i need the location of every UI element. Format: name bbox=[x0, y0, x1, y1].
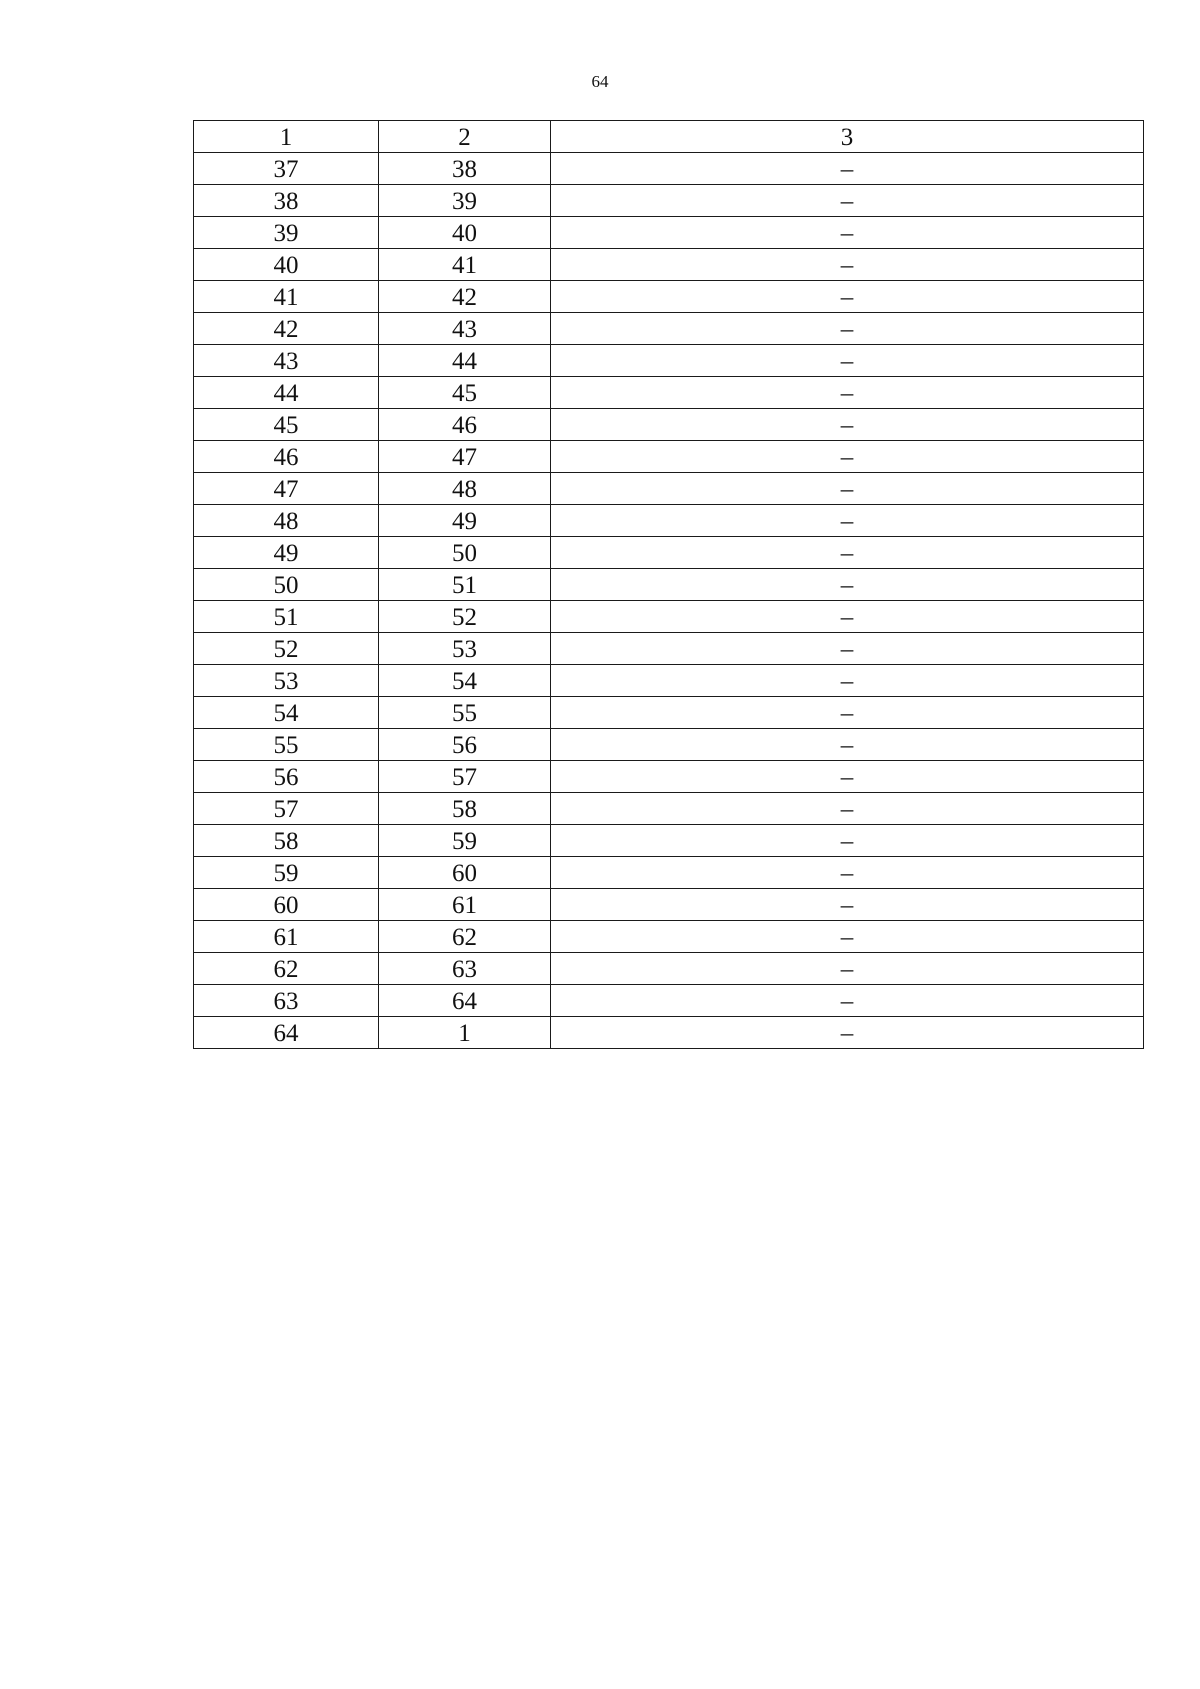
table-row bbox=[194, 537, 1144, 569]
table-cell-col-1: 61 bbox=[194, 921, 379, 953]
table-cell-col-2: 43 bbox=[379, 313, 551, 345]
table-cell-col-1: 38 bbox=[194, 185, 379, 217]
table-cell-col-1: 56 bbox=[194, 761, 379, 793]
table-cell-col-2: 54 bbox=[379, 665, 551, 697]
column-header-1: 1 bbox=[194, 121, 379, 153]
table-cell-col-3: – bbox=[551, 761, 1144, 793]
table-row bbox=[194, 665, 1144, 697]
table-row bbox=[194, 633, 1144, 665]
table-cell-col-2: 53 bbox=[379, 633, 551, 665]
table-cell-col-2: 52 bbox=[379, 601, 551, 633]
table-cell-col-3: – bbox=[551, 857, 1144, 889]
table-cell-col-3: – bbox=[551, 985, 1144, 1017]
table-body bbox=[194, 153, 1144, 1049]
table-cell-col-2: 48 bbox=[379, 473, 551, 505]
table-cell-col-1: 45 bbox=[194, 409, 379, 441]
table-cell-col-1: 54 bbox=[194, 697, 379, 729]
table-cell-col-3: – bbox=[551, 473, 1144, 505]
table-cell-col-2: 59 bbox=[379, 825, 551, 857]
table-cell-col-3: – bbox=[551, 921, 1144, 953]
table-cell-col-3: – bbox=[551, 313, 1144, 345]
table-cell-col-1: 44 bbox=[194, 377, 379, 409]
table-cell-col-2: 40 bbox=[379, 217, 551, 249]
table-cell-col-1: 40 bbox=[194, 249, 379, 281]
table-cell-col-1: 47 bbox=[194, 473, 379, 505]
table-cell-col-1: 57 bbox=[194, 793, 379, 825]
table-cell-col-2: 1 bbox=[379, 1017, 551, 1049]
table-row bbox=[194, 601, 1144, 633]
table-row bbox=[194, 729, 1144, 761]
table-row bbox=[194, 185, 1144, 217]
table-cell-col-3: – bbox=[551, 505, 1144, 537]
table-cell-col-3: – bbox=[551, 281, 1144, 313]
table-row bbox=[194, 249, 1144, 281]
table-cell-col-1: 55 bbox=[194, 729, 379, 761]
table-cell-col-3: – bbox=[551, 1017, 1144, 1049]
table-cell-col-3: – bbox=[551, 569, 1144, 601]
table-cell-col-2: 44 bbox=[379, 345, 551, 377]
table-row bbox=[194, 761, 1144, 793]
table-cell-col-1: 63 bbox=[194, 985, 379, 1017]
table-cell-col-2: 46 bbox=[379, 409, 551, 441]
table-cell-col-1: 48 bbox=[194, 505, 379, 537]
column-header-3: 3 bbox=[551, 121, 1144, 153]
table-row bbox=[194, 569, 1144, 601]
table-cell-col-3: – bbox=[551, 729, 1144, 761]
table-cell-col-2: 38 bbox=[379, 153, 551, 185]
table-cell-col-2: 47 bbox=[379, 441, 551, 473]
table-row bbox=[194, 153, 1144, 185]
table-cell-col-1: 62 bbox=[194, 953, 379, 985]
table-cell-col-2: 55 bbox=[379, 697, 551, 729]
table-cell-col-1: 59 bbox=[194, 857, 379, 889]
table-cell-col-2: 45 bbox=[379, 377, 551, 409]
table-cell-col-1: 50 bbox=[194, 569, 379, 601]
table-cell-col-1: 41 bbox=[194, 281, 379, 313]
table-row bbox=[194, 825, 1144, 857]
table-cell-col-2: 63 bbox=[379, 953, 551, 985]
table-row bbox=[194, 409, 1144, 441]
table-cell-col-3: – bbox=[551, 697, 1144, 729]
table-cell-col-2: 60 bbox=[379, 857, 551, 889]
table-header-row bbox=[194, 121, 1144, 153]
table-cell-col-3: – bbox=[551, 409, 1144, 441]
table-cell-col-3: – bbox=[551, 665, 1144, 697]
table-row bbox=[194, 793, 1144, 825]
table-cell-col-2: 64 bbox=[379, 985, 551, 1017]
table-cell-col-2: 41 bbox=[379, 249, 551, 281]
table-cell-col-2: 42 bbox=[379, 281, 551, 313]
table-cell-col-3: – bbox=[551, 185, 1144, 217]
table-row bbox=[194, 217, 1144, 249]
table-cell-col-1: 58 bbox=[194, 825, 379, 857]
table-cell-col-2: 62 bbox=[379, 921, 551, 953]
table-row bbox=[194, 473, 1144, 505]
table-cell-col-2: 50 bbox=[379, 537, 551, 569]
table-cell-col-3: – bbox=[551, 537, 1144, 569]
table-row bbox=[194, 1017, 1144, 1049]
table-row bbox=[194, 953, 1144, 985]
table-row bbox=[194, 313, 1144, 345]
table-cell-col-3: – bbox=[551, 249, 1144, 281]
page-number: 64 bbox=[591, 72, 609, 91]
table-cell-col-3: – bbox=[551, 601, 1144, 633]
table-cell-col-1: 51 bbox=[194, 601, 379, 633]
table-row bbox=[194, 441, 1144, 473]
table-cell-col-3: – bbox=[551, 217, 1144, 249]
table-row bbox=[194, 505, 1144, 537]
table-header bbox=[194, 121, 1144, 153]
table-cell-col-1: 49 bbox=[194, 537, 379, 569]
data-table bbox=[193, 120, 1144, 1049]
table-cell-col-2: 56 bbox=[379, 729, 551, 761]
table-cell-col-1: 39 bbox=[194, 217, 379, 249]
table-cell-col-3: – bbox=[551, 441, 1144, 473]
table-cell-col-2: 61 bbox=[379, 889, 551, 921]
table-cell-col-2: 57 bbox=[379, 761, 551, 793]
table-cell-col-1: 64 bbox=[194, 1017, 379, 1049]
table-cell-col-1: 52 bbox=[194, 633, 379, 665]
table-cell-col-2: 51 bbox=[379, 569, 551, 601]
table-cell-col-3: – bbox=[551, 345, 1144, 377]
table-row bbox=[194, 889, 1144, 921]
table-cell-col-3: – bbox=[551, 793, 1144, 825]
table-row bbox=[194, 697, 1144, 729]
table-row bbox=[194, 377, 1144, 409]
table-row bbox=[194, 345, 1144, 377]
table-cell-col-3: – bbox=[551, 889, 1144, 921]
table-cell-col-1: 43 bbox=[194, 345, 379, 377]
column-header-2: 2 bbox=[379, 121, 551, 153]
table-cell-col-3: – bbox=[551, 953, 1144, 985]
table-row bbox=[194, 281, 1144, 313]
table-cell-col-1: 37 bbox=[194, 153, 379, 185]
table-cell-col-1: 46 bbox=[194, 441, 379, 473]
table-cell-col-2: 39 bbox=[379, 185, 551, 217]
table-row bbox=[194, 985, 1144, 1017]
table-cell-col-3: – bbox=[551, 153, 1144, 185]
table-cell-col-2: 58 bbox=[379, 793, 551, 825]
table-cell-col-1: 42 bbox=[194, 313, 379, 345]
table-cell-col-2: 49 bbox=[379, 505, 551, 537]
table-cell-col-3: – bbox=[551, 633, 1144, 665]
table-cell-col-1: 53 bbox=[194, 665, 379, 697]
table-cell-col-3: – bbox=[551, 377, 1144, 409]
table-cell-col-1: 60 bbox=[194, 889, 379, 921]
table-row bbox=[194, 857, 1144, 889]
table-row bbox=[194, 921, 1144, 953]
table-cell-col-3: – bbox=[551, 825, 1144, 857]
